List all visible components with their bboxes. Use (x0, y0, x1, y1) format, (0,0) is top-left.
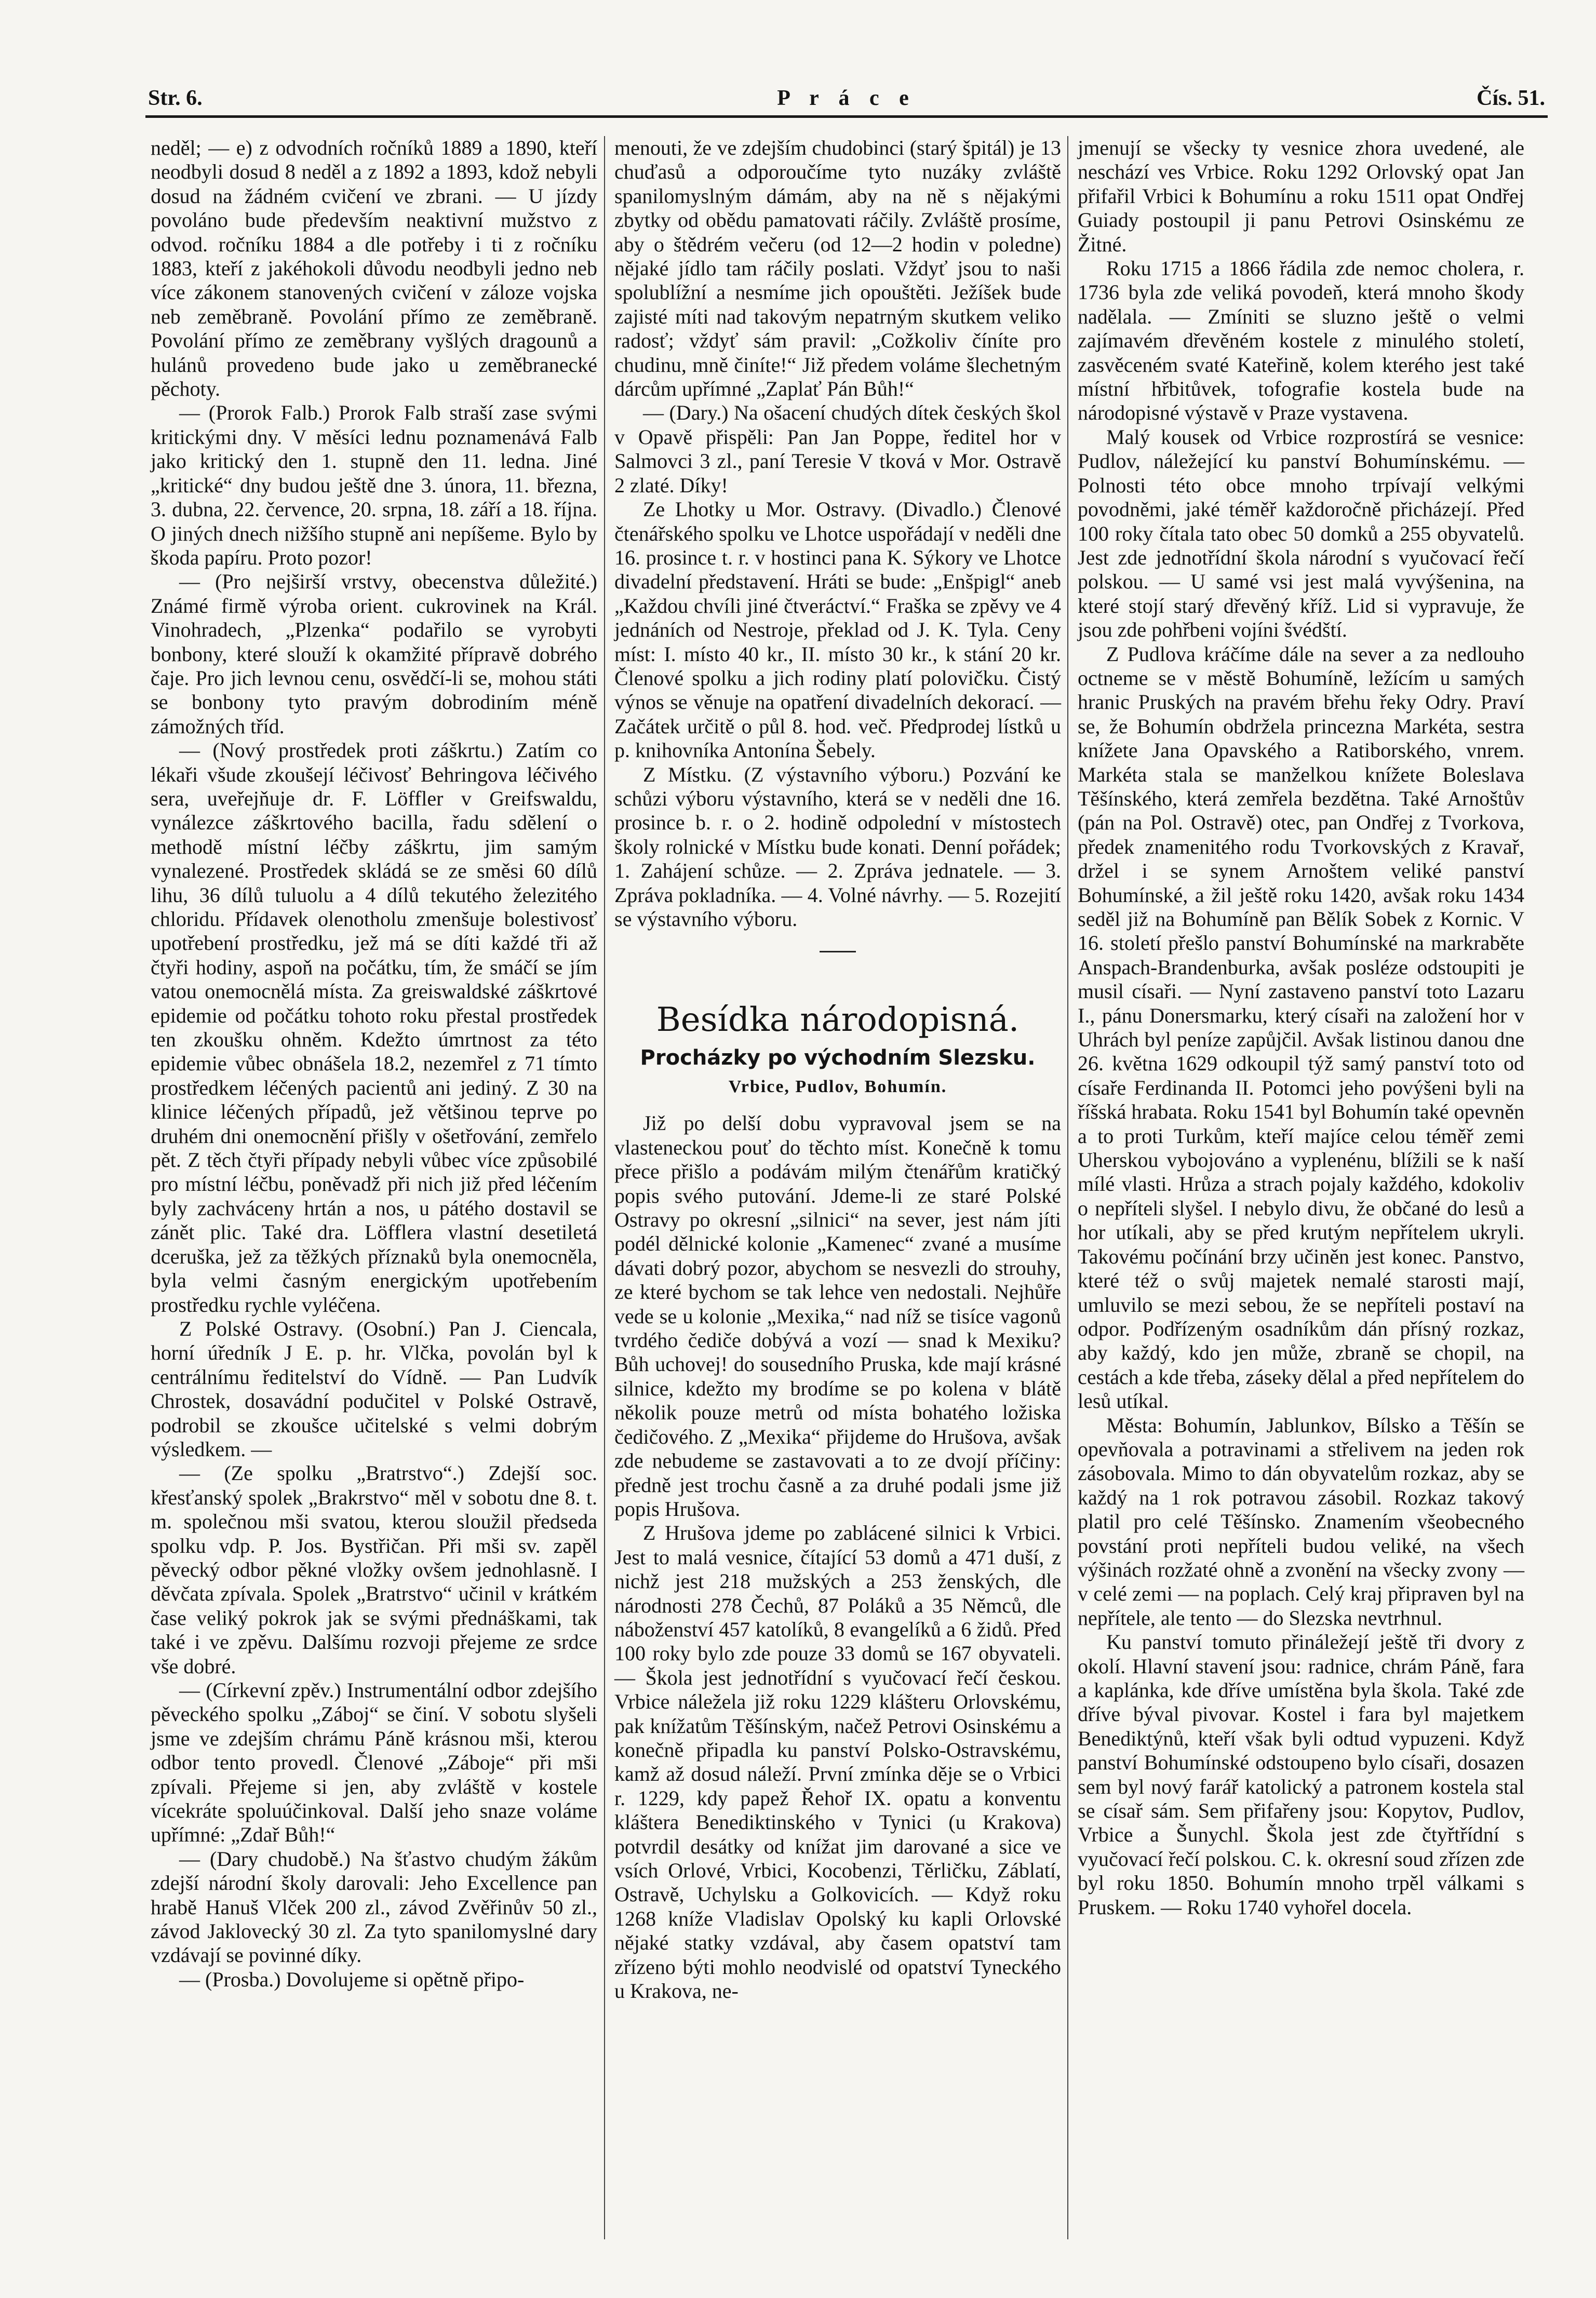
article-paragraph: — (Pro nejširší vrstvy, obecenstva důležité.) Známé firmě výroba orient. cukrovinek na Král. Vinohradech, „Plzenka“ podařilo se vyrobyti bonbony, které slouží k okamžité přípravě dobrého čaje. Pro jich levnou cenu, osvědčí-li se, mohou státi se bonbony tyto pravým dobrodiním méně zámožných tříd. (151, 570, 597, 738)
article-paragraph: Malý kousek od Vrbice rozprostírá se vesnice: Pudlov, náležející ku panství Bohumínskému. — Polnosti této obce mnoho trpívají velkými povodněmi, jaké téměř každoročně přicházejí. Před 100 roky čítala tato obec 50 domků a 255 obyvatelů. Jest zde jednotřídní škola národní s vyučovací řečí polskou. — U samé vsi jest malá vyvýšenina, na které stojí starý dřevěný kříž. Lid si vypravuje, že jsou zde pohřbeni vojíni švédští. (1078, 425, 1524, 642)
column-3 (1078, 136, 1524, 1919)
section-subtitle: Procházky po východním Slezsku. (640, 1046, 1036, 1070)
column-divider (1067, 136, 1068, 2239)
article-paragraph: Z Pudlova kráčíme dále na sever a za nedlouho octneme se v městě Bohumíně, ležícím u samých hranic Pruských na pravém břehu řeky Odry. Praví se, že Bohumín obdržela princezna Markéta, sestra knížete Jana Opavského a Ratiborského, vnrem. Markéta stala se manželkou knížete Boleslava Těšínského, která zemřela bezdětna. Také Arnoštův (pán na Pol. Ostravě) otec, pan Ondřej z Tvorkova, předek znamenitého rodu Tvorkovských z Kravař, držel i se synem Arnoštem veliké panství Bohumínské, a žil ještě roku 1420, avšak roku 1434 seděl již na Bohumíně pan Bělík Sobek z Kornic. V 16. století přešlo panství Bohumínské na markraběte Anspach-Brandenburka, avšak posléze odstoupiti je musil císaři. — Nyní zastaveno panství toto Lazaru I., pánu Donersmarku, který císaři na založení hor v Uhrách byl peníze zapůjčil. Avšak listinou danou dne 26. května 1629 odkoupil týž samý panství toto od císaře Ferdinanda II. Potomci jeho povýšeni byli na říšská hrabata. Roku 1541 byl Bohumín také opevněn a to proti Turkům, kteří majíce celou téměř zemi Uherskou vybojováno a vyplenénu, blížili se k naší mílé vlasti. Hrůza a strach pojaly každého, kdokoliv o nepříteli slyšel. I nebylo divu, že občané do lesů a hor utíkali, aby se před krutým nepřítelem ukryli. Takovému počínání brzy učiněn jest konec. Panstvo, které též o svůj majetek nemalé starosti mají, umluvilo se mezi sebou, že se nepříteli postaví na odpor. Podřízeným osadníkům dán přísný rozkaz, aby každý, kdo jen může, zbraně se chopil, na cestách a kde třeba, záseky dělal a před nepřítelem do lesů utíkal. (1078, 642, 1524, 1413)
article-paragraph: — (Prosba.) Dovolujeme si opětně připo- (179, 1967, 525, 1991)
article-paragraph: — (Ze spolku „Bratrstvo“.) Zdejší soc. křesťanský spolek „Brakrstvo“ měl v sobotu dne 8. t. m. společnou mši svatou, kterou sloužil předseda spolku vdp. P. Jos. Bystřičan. Při mši sv. zapěl pěvecký odbor pěkné vložky ovšem jednohlasně. I děvčata zpívala. Spolek „Bratrstvo“ učinil v krátkém čase veliký pokrok jak se svými přednáškami, tak také i ve zpěvu. Dalšímu rozvoji přejeme ze srdce vše dobré. (151, 1461, 597, 1678)
article-paragraph: menouti, že ve zdejším chudobinci (starý špitál) je 13 chuďasů a odporoučíme tyto nuzáky zvláště spanilomyslným dámám, aby na ně s nějakými zbytky od obědu pamatovati ráčily. Zvláště prosíme, aby o štědrém večeru (od 12—2 hodin v poledne) nějaké jídlo tam ráčily poslati. Vždyť jsou to naši spolublížní a nesmíme jich opouštěti. Ježíšek bude zajisté míti nad takovým nepatrným skutkem veliko radosť; vždyť sám pravil: „Cožkoliv číníte pro chudinu, mně činíte!“ Již předem voláme šlechetným dárcům upřímné „Zaplať Pán Bůh!“ (614, 136, 1061, 401)
header-rule (145, 115, 1548, 118)
article-paragraph: — (Církevní zpěv.) Instrumentální odbor zdejšího pěveckého spolku „Záboj“ se činí. V sobotu slyšeli jsme ve zdejším chrámu Páně krásnou mši, kterou odbor tento provedl. Členové „Záboje“ při mši zpívali. Přejeme si jen, aby zvláště v kostele vícekráte spoluúčinkoval. Další jeho snaze voláme upřímné: „Zdař Bůh!“ (151, 1678, 597, 1847)
article-paragraph: — (Dary.) Na ošacení chudých dítek českých škol v Opavě přispěli: Pan Jan Poppe, ředitel hor v Salmovci 3 zl., paní Teresie V tková v Mor. Ostravě 2 zlaté. Díky! (614, 401, 1061, 497)
column-divider (604, 136, 605, 2239)
column-1 (151, 136, 597, 1992)
section-places: Vrbice, Pudlov, Bohumín. (728, 1077, 947, 1097)
article-paragraph: Roku 1715 a 1866 řádila zde nemoc cholera, r. 1736 byla zde veliká povodeň, která mnoho škody nadělala. — Zmíniti se sluzno ještě o velmi zajímavém dřevěném kostele z minulého století, zasvěceném svaté Kateřině, kolem kterého jest také místní hřbitůvek, tofografie kostela bude na národopisné výstavě v Praze vystavena. (1078, 257, 1524, 425)
article-paragraph: Z Místku. (Z výstavního výboru.) Pozvání ke schůzi výboru výstavního, která se v neděli dne 16. prosince b. r. o 2. hodině odpolední v místostech školy rolnické v Místku bude konati. Denní pořádek; 1. Zahájení schůze. — 2. Zpráva jednatele. — 3. Zpráva pokladníka. — 4. Volné návrhy. — 5. Rozejití se výstavního výboru. (614, 762, 1061, 931)
article-paragraph: — (Prorok Falb.) Prorok Falb straší zase svými kritickými dny. V měsíci lednu poznamenává Falb jako kritický den 1. stupně den 11. ledna. Jiné „kritické“ dny budou ještě dne 3. února, 11. března, 3. dubna, 22. července, 20. srpna, 18. září a 18. října. O jiných dnech nižšího stupně ani nepíšeme. Bylo by škoda papíru. Proto pozor! (151, 401, 597, 569)
section-title: Besídka národopisná. (656, 1001, 1020, 1040)
article-paragraph: Již po delší dobu vypravoval jsem se na vlasteneckou pouť do těchto míst. Konečně k tomu přece přišlo a podávám milým čtenářům kratičký popis svého putování. Jdeme-li ze staré Polské Ostravy po okresní „silnici“ na sever, jest nám jíti podél dělnické kolonie „Kamenec“ zvané a musíme dávati dobrý pozor, abychom se nesvezli do strouhy, ze které bychom se tak lehce ven nedostali. Nejhůře vede se u kolonie „Mexika,“ nad níž se tisíce vagonů tvrdého čediče dobývá a vozí — snad k Mexiku? Bůh uchovej! do sousedního Pruska, kde mají krásné silnice, kdežto my brodíme se po kolena v blátě několik pouze metrů od místa bohatého ložiska čedičového. Z „Mexika“ přijdeme do Hrušova, avšak zde nebudeme se zastavovati a to ze dvojí příčiny: předně jest trochu časně a za druhé podali jsme již popis Hrušova. (614, 1111, 1061, 1521)
article-paragraph: Města: Bohumín, Jablunkov, Bílsko a Těšín se opevňovala a potravinami a střelivem na jeden rok zásobovala. Mimo to dán obyvatelům rozkaz, aby se každý na 1 rok potravou zásobil. Rozkaz takový platil pro celé Těšínsko. Znamením všeobecného povstání proti nepříteli budou veliké, na všech výšinách rozžaté ohně a zvonění na všecky zvony — v celé zemi — na poplach. Celý kraj připraven byl na nepřítele, ale tento — do Slezska nevtrhnul. (1078, 1413, 1524, 1630)
column-2 (614, 136, 1061, 2003)
article-paragraph: Ku panství tomuto přináležejí ještě tři dvory z okolí. Hlavní stavení jsou: radnice, chrám Páně, fara a kaplánka, kde dříve umístěna byla škola. Také zde dříve býval pivovar. Kostel i fara byl majetkem Benediktýnů, kteří však byli odtud vypuzeni. Když panství Bohumínské odstoupeno bylo císaři, dosazen sem byl nový farář katolický a patronem kostela stal se císař sám. Sem přifařeny jsou: Kopytov, Pudlov, Vrbice a Šunychl. Škola jest zde čtyřtřídní s vyučovací řečí polskou. C. k. okresní soud zřízen zde byl roku 1850. Bohumín mnoho trpěl válkami s Pruskem. — Roku 1740 vyhořel docela. (1078, 1630, 1524, 1919)
page-number: Str. 6. (148, 86, 203, 110)
article-paragraph: — (Dary chudobě.) Na šťastvo chudým žákům zdejší národní školy darovali: Jeho Excellence pan hrabě Hanuš Vlček 200 zl., závod Zvěřinův 50 zl., závod Jaklovecký 30 zl. Za tyto spanilomyslné dary vzdávají se povinné díky. (151, 1847, 597, 1967)
article-paragraph: jmenují se všecky ty vesnice zhora uvedené, ale neschází ves Vrbice. Roku 1292 Orlovský opat Jan přifařil Vrbici k Bohumínu a roku 1511 opat Ondřej Guiady postoupil ji panu Petrovi Osinskému ze Žitné. (1078, 136, 1524, 256)
article-paragraph: neděl; — e) z odvodních ročníků 1889 a 1890, kteří neodbyli dosud 8 neděl a z 1892 a 1893, kdož nebyli dosud na žádném cvičení ve zbrani. — U jízdy povoláno bude především neaktivní mužstvo z odvod. ročníku 1884 a dle potřeby i ti z ročníku 1883, kteří z jakéhokoli důvodu neodbyli jedno neb více zákonem stanovených cvičení v záloze vojska neb zeměbraně. Povolání přímo ze zeměbraně. Povolání přímo ze zeměbrany vyšlých dragounů a hulánů provedeno bude jako u zeměbranecké pěchoty. (151, 136, 597, 401)
section-rule (820, 951, 856, 952)
article-paragraph: Ze Lhotky u Mor. Ostravy. (Divadlo.) Členové čtenářského spolku ve Lhotce uspořádají v neděli dne 16. prosince t. r. v hostinci pana K. Sýkory ve Lhotce divadelní představení. Hráti se bude: „Enšpigl“ aneb „Každou chvíli jiné čtveráctví.“ Fraška se zpěvy ve 4 jednáních od Nestroje, překlad od J. K. Tyla. Ceny míst: I. místo 40 kr., II. místo 30 kr., k stání 20 kr. Členové spolku a jich rodiny platí polovičku. Čistý výnos se věnuje na opatření divadelních dekorací. — Začátek určitě o půl 8. hod. več. Předprodej lístků u p. knihovníka Antonína Šebely. (614, 498, 1061, 762)
article-paragraph: Z Hrušova jdeme po zablácené silnici k Vrbici. Jest to malá vesnice, čítající 53 domů a 471 duší, z nichž jest 218 mužských a 253 ženských, dle národnosti 278 Čechů, 87 Poláků a 35 Němců, dle náboženství 457 katolíků, 8 evangelíků a 6 židů. Před 100 roky bylo zde pouze 33 domů se 167 obyvateli. — Škola jest jednotřídní s vyučovací řečí českou. Vrbice náležela již roku 1229 klášteru Orlovskému, pak knížatům Těšínským, načež Petrovi Osinskému a konečně připadla ku panství Polsko-Ostravskému, kamž až dosud náleží. První zmínka děje se o Vrbici r. 1229, kdy papež Řehoř IX. opatu a konventu kláštera Benediktinského v Tynici (u Krakova) potvrdil desátky od knížat jim darované a sice ve vsích Orlové, Vrbici, Kocobenzi, Těrličku, Záblatí, Ostravě, Uchylsku a Golkovicích. — Když roku 1268 kníže Vladislav Opolský ku kapli Orlovské nějaké statky vzdával, aby časem opatství tam zřízeno býti mohlo neodvislé od opatství Tyneckého u Krakova, ne- (614, 1521, 1061, 2003)
issue-number: Čís. 51. (1477, 86, 1545, 110)
newspaper-title: P r á c e (777, 86, 916, 110)
article-paragraph: — (Nový prostředek proti záškrtu.) Zatím co lékaři všude zkoušejí léčivosť Behringova léčivého sera, uveřejňuje dr. F. Löffler v Greifswaldu, vynálezce záškrtového bacilla, řadu sdělení o methodě místní léčby záškrtu, jim samým vynalezené. Prostředek skládá se ze směsi 60 dílů lihu, 36 dílů tuluolu a 4 dílů tekutého železitého chloridu. Přídavek olenotholu zmenšuje bolestivosť upotřebení prostředku, jež má se díti každé tři až čtyři hodiny, aspoň na počátku, tím, že smáčí se jím vatou onemocnělá místa. Za greiswaldské záškrtové epidemie od počátku tohoto roku přestal prostředek ten zkoušku ohněm. Kdežto úmrtnost za této epidemie vůbec obnášela 18.2, nezemřel z 71 tímto prostředkem léčených pacientů ani jediný. Z 30 na klinice léčených případů, jež většinou teprve po druhém dni onemocnění přišly v ošetřování, zemřelo pět. Z těch čtyři případy nebyli vůbec více způsobilé pro místní léčbu, poněvadž při nich již před léčením byly zachváceny hrtán a nos, u pátého dostavil se zánět plic. Také dra. Löfflera vlastní desetiletá dceruška, jež za těžkých příznaků byla onemocněla, byla velmi časným energickým upotřebením prostředku rychle vyléčena. (151, 738, 597, 1316)
page-header (145, 86, 1548, 117)
article-paragraph: Z Polské Ostravy. (Osobní.) Pan J. Ciencala, horní úředník J E. p. hr. Vlčka, povolán byl k centrálnímu ředitelství do Vídně. — Pan Ludvík Chrostek, dosavádní podučitel v Polské Ostravě, podrobil se zkoušce učitelské s velmi dobrým výsledkem. — (151, 1316, 597, 1461)
